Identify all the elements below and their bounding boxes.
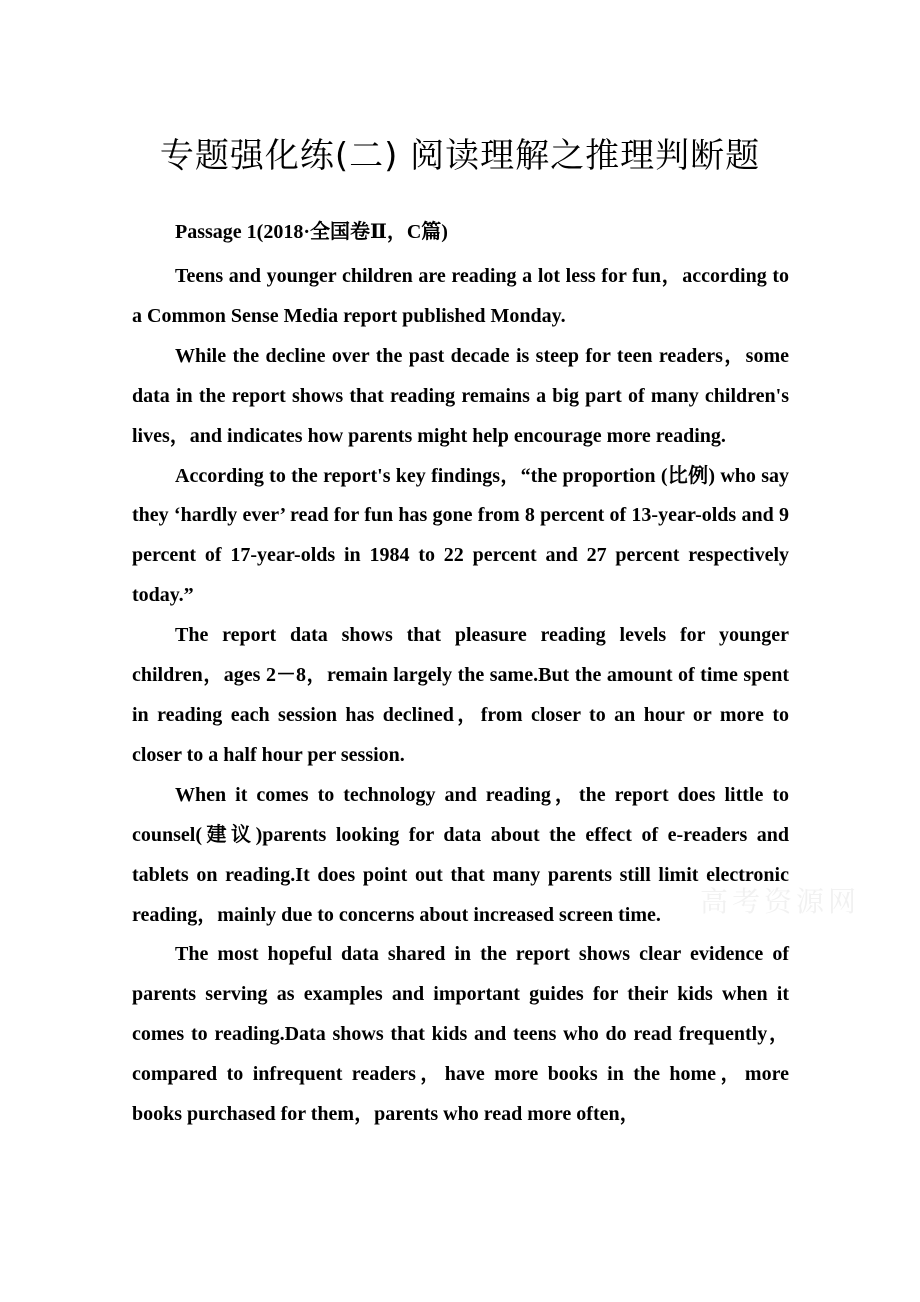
passage-label: Passage 1(2018·全国卷Ⅱ，C篇) [175,221,448,243]
paragraph-4: The report data shows that pleasure reading levels for younger children，ages 2－8，remain largely the same.But the amount of time spent in reading each session has declined，from closer to an hour or more to closer to a half hour per session. [132,624,789,766]
paragraph-6: The most hopeful data shared in the report shows clear evidence of parents serving as examples and important guides for their kids when it comes to reading.Data shows that kids and teens who do read frequently，compared to infrequent readers，have more books in the home，more books purchased for them，parents who read more often， [132,943,789,1126]
passage-body [132,257,789,1135]
watermark: 高考资源网 [700,885,861,918]
paragraph-2: While the decline over the past decade is steep for teen readers，some data in the report shows that reading remains a big part of many children's lives，and indicates how parents might help encourage more reading. [132,344,789,447]
paragraph-1: Teens and younger children are reading a lot less for fun，according to a Common Sense Media report published Monday. [132,265,789,327]
paragraph-3: According to the report's key findings，“the proportion (比例) who say they ‘hardly ever’ read for fun has gone from 8 percent of 13-year-olds and 9 percent of 17-year-olds in 1984 to 22 percent and 27 percent respectively today.” [132,464,789,607]
paragraph-5: When it comes to technology and reading，the report does little to counsel(建议)parents looking for data about the effect of e-readers and tablets on reading.It does point out that many parents still limit electronic reading，mainly due to concerns about increased screen time. [132,783,789,926]
document-title: 专题强化练(二) 阅读理解之推理判断题 [159,136,761,176]
